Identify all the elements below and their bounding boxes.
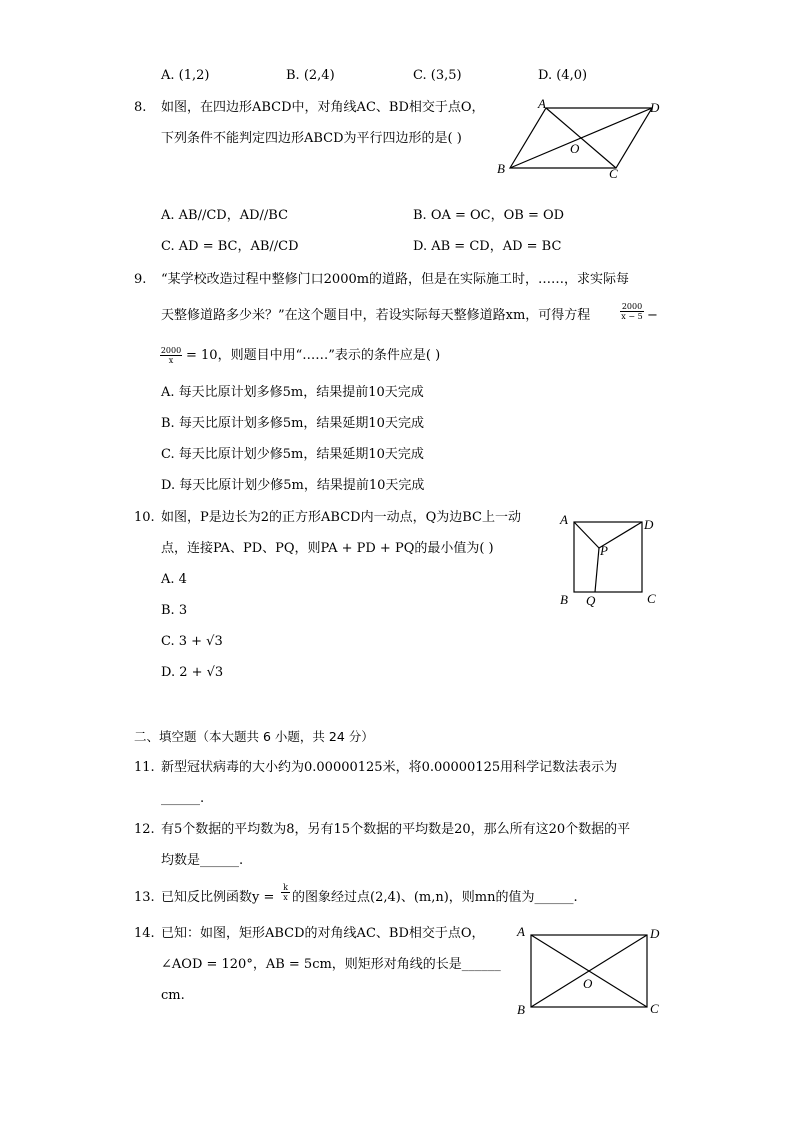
q9-option-a: A. 每天比原计划多修5m，结果提前10天完成	[161, 385, 424, 400]
q10-label-a: A	[560, 512, 568, 527]
q9-number: 9.	[134, 272, 147, 287]
q10-stem-line2: 点，连接PA、PD、PQ，则PA + PD + PQ的最小值为( )	[161, 541, 494, 556]
q7-option-c: C. (3,5)	[413, 68, 462, 83]
q8-stem-line2: 下列条件不能判定四边形ABCD为平行四边形的是( )	[161, 131, 462, 146]
q14-stem-line3: cm.	[161, 988, 185, 1003]
section-2-title: 二、填空题（本大题共 6 小题，共 24 分）	[134, 729, 374, 744]
q10-square-figure	[556, 508, 666, 608]
q13-stem-part2: 的图象经过点(2,4)、(m,n)，则mn的值为______.	[292, 890, 578, 905]
q7-option-d: D. (4,0)	[538, 68, 588, 83]
q7-option-a: A. (1,2)	[161, 68, 210, 83]
q8-label-o: O	[570, 141, 580, 156]
q9-minus: −	[647, 308, 658, 323]
q9-option-b: B. 每天比原计划多修5m，结果延期10天完成	[161, 416, 424, 431]
q14-label-b: B	[517, 1002, 525, 1017]
q9-line3: = 10，则题目中用“……”表示的条件应是( )	[186, 348, 441, 363]
q10-stem-line1: 如图，P是边长为2的正方形ABCD内一动点，Q为边BC上一动	[161, 510, 521, 525]
q14-stem-line2: ∠AOD = 120°，AB = 5cm，则矩形对角线的长是______	[161, 957, 501, 972]
q8-option-b: B. OA = OC，OB = OD	[413, 208, 565, 223]
q14-stem-line1: 已知：如图，矩形ABCD的对角线AC、BD相交于点O，	[161, 926, 485, 941]
q8-option-d: D. AB = CD，AD = BC	[413, 239, 562, 254]
q11-number: 11.	[134, 760, 155, 775]
q13-fraction-denominator: x	[281, 892, 290, 902]
q10-label-b: B	[560, 592, 568, 607]
q9-line2: 天整修道路多少米？”在这个题目中，若设实际每天整修道路xm，可得方程	[161, 308, 591, 323]
q9-fraction-2-denominator: x	[160, 355, 182, 365]
q12-stem-line2: 均数是______.	[161, 853, 244, 868]
q9-option-c: C. 每天比原计划少修5m，结果延期10天完成	[161, 447, 424, 462]
q14-number: 14.	[134, 926, 155, 941]
q9-fraction-2-numerator: 2000	[160, 346, 182, 355]
q8-stem-line1: 如图，在四边形ABCD中，对角线AC、BD相交于点O，	[161, 100, 485, 115]
q14-label-c: C	[650, 1001, 659, 1016]
q10-number: 10.	[134, 510, 155, 525]
q9-fraction-1	[620, 302, 644, 321]
q8-label-d: D	[650, 100, 660, 115]
q10-label-q: Q	[586, 593, 596, 608]
q12-stem-line1: 有5个数据的平均数为8，另有15个数据的平均数是20，那么所有这20个数据的平	[161, 822, 631, 837]
q13-fraction-numerator: k	[283, 883, 288, 892]
q8-label-a: A	[538, 96, 546, 111]
q10-option-a: A. 4	[161, 572, 187, 587]
q13-stem-part1: 已知反比例函数y =	[161, 890, 275, 905]
q9-fraction-1-numerator: 2000	[621, 302, 643, 311]
q8-parallelogram-figure	[494, 96, 674, 186]
q9-fraction-1-denominator: x − 5	[621, 312, 643, 321]
q8-number: 8.	[134, 100, 147, 115]
q10-option-b: B. 3	[161, 603, 188, 618]
q10-label-c: C	[647, 591, 656, 606]
q13-number: 13.	[134, 890, 155, 905]
q9-option-d: D. 每天比原计划少修5m，结果提前10天完成	[161, 478, 425, 493]
q9-fraction-2	[160, 346, 182, 365]
q14-rectangle-figure	[508, 922, 668, 1022]
q8-option-c: C. AD = BC，AB//CD	[161, 239, 299, 254]
q10-option-d: D. 2 + √3	[161, 665, 224, 680]
q8-label-c: C	[609, 166, 618, 181]
q14-label-a: A	[517, 924, 525, 939]
q10-option-c: C. 3 + √3	[161, 634, 223, 649]
q9-line1: “某学校改造过程中整修门口2000m的道路，但是在实际施工时，……，求实际每	[161, 272, 630, 287]
q10-label-p: P	[600, 543, 608, 558]
q8-option-a: A. AB//CD，AD//BC	[161, 208, 289, 223]
q11-stem-line1: 新型冠状病毒的大小约为0.00000125米，将0.00000125用科学记数法表示为	[161, 760, 618, 775]
q7-option-b: B. (2,4)	[286, 68, 335, 83]
q12-number: 12.	[134, 822, 155, 837]
q8-label-b: B	[497, 161, 505, 176]
q14-label-o: O	[583, 976, 593, 991]
q11-stem-line2: ______.	[161, 791, 205, 806]
q10-label-d: D	[644, 517, 654, 532]
q14-label-d: D	[650, 926, 660, 941]
q13-fraction	[281, 883, 290, 902]
